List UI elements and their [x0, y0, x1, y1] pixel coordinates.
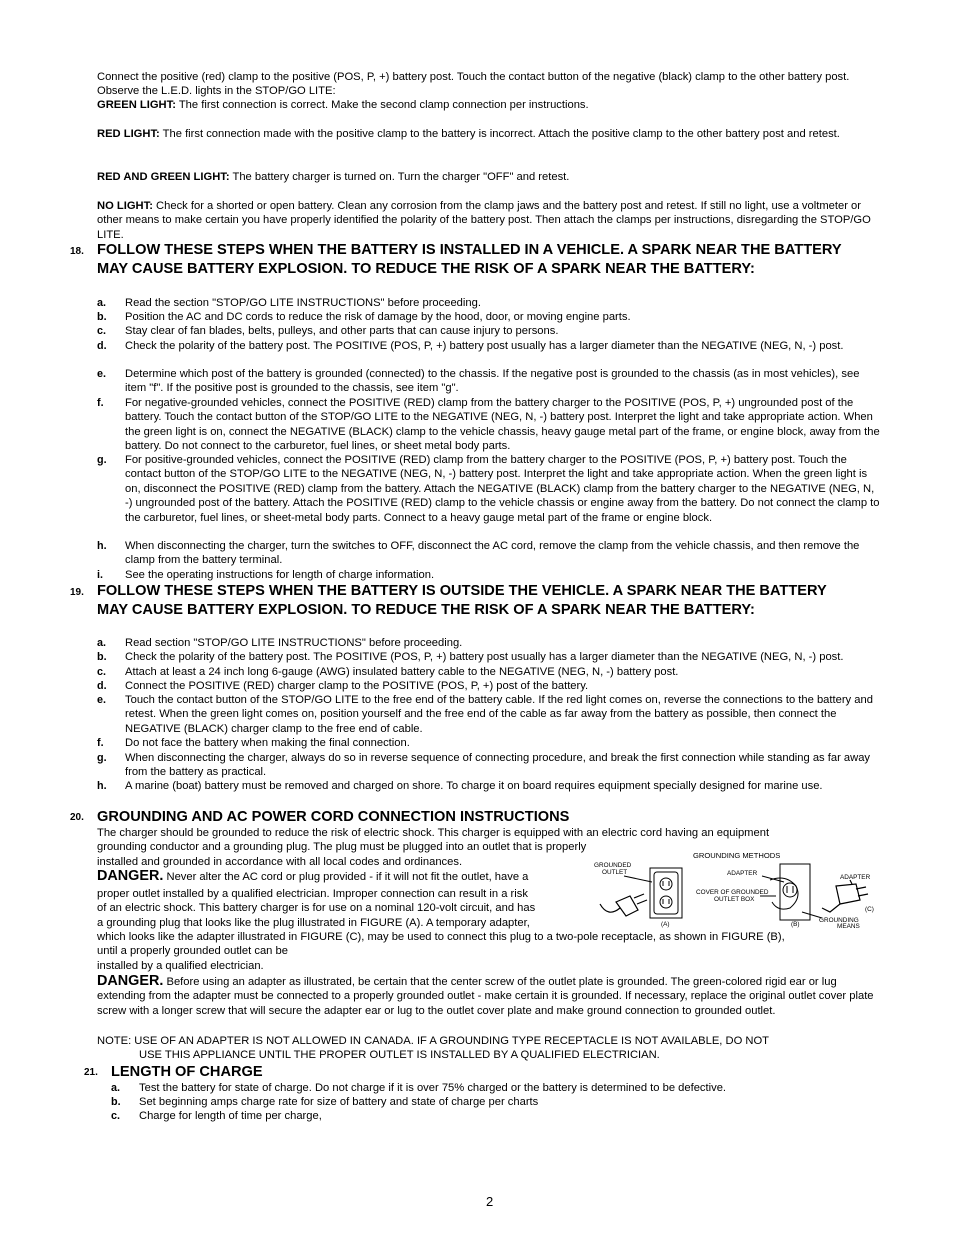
- danger-1-label: DANGER.: [97, 868, 164, 884]
- adapter-label-1: ADAPTER: [727, 870, 758, 877]
- danger-1-line-1: [97, 869, 587, 884]
- note-line-2: USE THIS APPLIANCE UNTIL THE PROPER OUTLET IS INSTALLED BY A QUALIFIED ELECTRICIAN.: [139, 1049, 660, 1061]
- list-item: [97, 736, 882, 750]
- danger-1-line-2: proper outlet installed by a qualified electrician. Improper connection can result in a risk: [97, 888, 528, 900]
- red-green-light-label: RED AND GREEN LIGHT:: [97, 171, 230, 183]
- no-light-text: Check for a shorted or open battery. Clean any corrosion from the clamp jaws and the battery post and retest. If still no light, use a voltmeter or other means to make certain you have properly identified the polarity of the battery post. Then attach the clamps per instructions, disregarding the STOP/GO LITE.: [97, 200, 871, 241]
- list-item: [111, 1081, 896, 1095]
- cover-label-2: OUTLET BOX: [714, 896, 755, 903]
- grounding-line-2: grounding conductor and a grounding plug. The plug must be plugged into an outlet that is properly: [97, 841, 587, 853]
- figure-b-label: (B): [791, 921, 800, 928]
- list-item: [97, 751, 882, 780]
- red-green-light-paragraph: [97, 170, 882, 184]
- item-letter: a.: [111, 1082, 121, 1094]
- item-letter: h.: [97, 780, 107, 792]
- danger-1-line-6: until a properly grounded outlet can be: [97, 945, 288, 957]
- item-letter: a.: [97, 297, 107, 309]
- adapter-label-2: ADAPTER: [840, 874, 871, 881]
- item-text: For negative-grounded vehicles, connect the POSITIVE (RED) clamp from the battery charger to the POSITIVE (POS, P, +) ungrounded post of the battery. Touch the contact button of the STOP/GO LITE to the NEGATIVE (NEG, N, -) battery post. Interpret the light and take appropriate action. When the green light is on, connect the NEGATIVE (BLACK) clamp to the vehicle chassis, heavy gauge metal part of the frame, or engine block, away from the battery. Do not connect to the carburetor, fuel lines, or sheet metal body parts.: [125, 397, 880, 453]
- list-item: [97, 636, 882, 650]
- figure-title: GROUNDING METHODS: [693, 851, 781, 860]
- item-text: Check the polarity of the battery post. The POSITIVE (POS, P, +) battery post usually has a larger diameter than the NEGATIVE (NEG, N, -) post.: [125, 340, 844, 352]
- danger-2-text: Before using an adapter as illustrated, be certain that the center screw of the outlet plate is grounded. The green-colored rigid ear or lug extending from the adapter must be connected to a properly grounded outlet - make certain it is grounded. If necessary, replace the original outlet cover plate screw with a longer screw that will secure the adapter ear or lug to the outlet cover plate and make ground connection to grounded outlet.: [97, 976, 874, 1017]
- list-item: [97, 339, 882, 353]
- item-letter: f.: [97, 397, 104, 409]
- list-item: [97, 367, 882, 396]
- section-20-number: 20.: [70, 812, 84, 823]
- red-light-label: RED LIGHT:: [97, 128, 160, 140]
- section-19-title: FOLLOW THESE STEPS WHEN THE BATTERY IS OUTSIDE THE VEHICLE. A SPARK NEAR THE BATTERY MAY CAUSE BATTERY EXPLOSION. TO REDUCE THE RISK OF A SPARK NEAR THE BATTERY:: [97, 583, 827, 618]
- item-letter: g.: [97, 454, 107, 466]
- section-19-number: 19.: [70, 587, 84, 598]
- grounding-methods-figure: [590, 846, 886, 936]
- page-number: 2: [486, 1194, 494, 1209]
- item-text: Read section "STOP/GO LITE INSTRUCTIONS" before proceeding.: [125, 637, 463, 649]
- item-letter: a.: [97, 637, 107, 649]
- item-letter: i.: [97, 569, 103, 581]
- item-letter: c.: [111, 1110, 121, 1122]
- item-letter: b.: [111, 1096, 121, 1108]
- item-text: Attach at least a 24 inch long 6-gauge (AWG) insulated battery cable to the NEGATIVE (NEG, N, -) battery post.: [125, 666, 679, 678]
- list-item: [97, 693, 882, 736]
- intro-paragraph: Connect the positive (red) clamp to the positive (POS, P, +) battery post. Touch the contact button of the negative (black) clamp to the other battery post. Observe the L.E.D. lights in the STOP/GO LITE:: [97, 71, 850, 98]
- section-18-title: FOLLOW THESE STEPS WHEN THE BATTERY IS INSTALLED IN A VEHICLE. A SPARK NEAR THE BATTERY MAY CAUSE BATTERY EXPLOSION. TO REDUCE THE RISK OF A SPARK NEAR THE BATTERY:: [97, 242, 842, 277]
- list-item: [97, 324, 882, 338]
- no-light-label: NO LIGHT:: [97, 200, 153, 212]
- green-light-label: GREEN LIGHT:: [97, 99, 176, 111]
- danger-1-text: Never alter the AC cord or plug provided - if it will not fit the outlet, have a: [163, 871, 529, 883]
- red-light-text: The first connection made with the positive clamp to the battery is incorrect. Attach the positive clamp to the other battery post and retest.: [159, 128, 840, 140]
- section-21-title: LENGTH OF CHARGE: [111, 1064, 263, 1080]
- cover-label-1: COVER OF GROUNDED: [696, 889, 769, 896]
- list-item: [97, 296, 882, 310]
- danger-2-label: DANGER.: [97, 973, 164, 989]
- list-item: [97, 310, 882, 324]
- red-green-light-text: The battery charger is turned on. Turn the charger "OFF" and retest.: [229, 171, 570, 183]
- section-21-number: 21.: [84, 1067, 98, 1078]
- grounding-plug-icon: [600, 894, 647, 916]
- list-item: [97, 568, 882, 582]
- section-20-title: GROUNDING AND AC POWER CORD CONNECTION INSTRUCTIONS: [97, 809, 570, 825]
- danger-1-line-3: of an electric shock. This battery charger is for use on a nominal 120-volt circuit, and has: [97, 902, 536, 914]
- item-letter: h.: [97, 540, 107, 552]
- item-letter: d.: [97, 340, 107, 352]
- grounding-means-label-2: MEANS: [837, 923, 860, 930]
- item-letter: c.: [97, 325, 107, 337]
- item-text: Read the section "STOP/GO LITE INSTRUCTIONS" before proceeding.: [125, 297, 481, 309]
- grounding-means-label-1: GROUNDING: [819, 917, 859, 924]
- list-item: [97, 396, 882, 454]
- grounding-line-3: installed and grounded in accordance with all local codes and ordinances.: [97, 856, 463, 868]
- item-text: When disconnecting the charger, turn the switches to OFF, disconnect the AC cord, remove the clamp from the vehicle chassis, and then remove the clamp from the battery terminal.: [125, 540, 860, 567]
- item-letter: g.: [97, 752, 107, 764]
- list-item: [111, 1109, 896, 1123]
- figure-a-label: (A): [661, 921, 670, 928]
- grounded-outlet-label-2: OUTLET: [602, 869, 628, 876]
- grounding-diagram-svg: [590, 846, 886, 936]
- danger-1-line-5: which looks like the adapter illustrated in FIGURE (C), may be used to connect this plug to a two-pole receptacle, as shown in FIGURE (B),: [97, 931, 785, 943]
- figure-c-label: (C): [865, 906, 874, 913]
- green-light-paragraph: [97, 98, 882, 112]
- item-letter: f.: [97, 737, 104, 749]
- item-text: Charge for length of time per charge,: [139, 1110, 322, 1122]
- section-18-number: 18.: [70, 246, 84, 257]
- list-item: [97, 539, 882, 568]
- item-text: Position the AC and DC cords to reduce the risk of damage by the hood, door, or moving engine parts.: [125, 311, 631, 323]
- list-item: [97, 779, 882, 793]
- danger-1-line-7: installed by a qualified electrician.: [97, 960, 264, 972]
- adapter-outlet-icon: [760, 864, 822, 920]
- list-item: [97, 665, 882, 679]
- item-text: Connect the POSITIVE (RED) charger clamp to the POSITIVE (POS, P, +) post of the battery.: [125, 680, 589, 692]
- list-item: [97, 679, 882, 693]
- item-letter: e.: [97, 694, 107, 706]
- item-text: Check the polarity of the battery post. The POSITIVE (POS, P, +) battery post usually has a larger diameter than the NEGATIVE (NEG, N, -) post.: [125, 651, 844, 663]
- item-letter: b.: [97, 651, 107, 663]
- item-text: For positive-grounded vehicles, connect the POSITIVE (RED) clamp from the battery charger to the POSITIVE (POS, P, +) battery post. Touch the contact button of the STOP/GO LITE to the NEGATIVE (NEG, N, -) battery post. Interpret the light and take appropriate action. When the green light is on, disconnect the POSITIVE (RED) clamp from the battery. Attach the NEGATIVE (BLACK) clamp from the battery charger to the NEGATIVE (NEG, N, -) ungrounded post of the battery. Attach the POSITIVE (RED) clamp to the vehicle chassis or engine away from the battery. Do not connect the clamp to the carburetor, fuel lines, or sheet-metal body parts. Connect to a heavy gauge metal part of the frame or engine block.: [125, 454, 880, 524]
- grounded-outlet-icon: [624, 868, 682, 918]
- item-text: A marine (boat) battery must be removed and charged on shore. To charge it on board requires equipment specially designed for marine use.: [125, 780, 823, 792]
- item-text: Do not face the battery when making the final connection.: [125, 737, 410, 749]
- item-text: Touch the contact button of the STOP/GO LITE to the free end of the battery cable. If the red light comes on, reverse the connections to the battery and retest. When the green light comes on, position yourself and the free end of the cable as far away from the battery as possible, then connect the NEGATIVE (BLACK) charger clamp to the free end of cable.: [125, 694, 873, 735]
- grounding-line-1: The charger should be grounded to reduce the risk of electric shock. This charger is equipped with an electric cord having an equipment: [97, 827, 770, 839]
- item-letter: d.: [97, 680, 107, 692]
- adapter-icon: [822, 880, 868, 912]
- red-light-paragraph: [97, 127, 882, 141]
- danger-1-line-4: a grounding plug that looks like the plug illustrated in FIGURE (A). A temporary adapter,: [97, 917, 530, 929]
- list-item: [111, 1095, 896, 1109]
- green-light-text: The first connection is correct. Make the second clamp connection per instructions.: [175, 99, 589, 111]
- item-letter: c.: [97, 666, 107, 678]
- item-text: Set beginning amps charge rate for size of battery and state of charge per charts: [139, 1096, 539, 1108]
- item-letter: e.: [97, 368, 107, 380]
- no-light-paragraph: [97, 199, 882, 242]
- list-item: [97, 453, 882, 525]
- list-item: [97, 650, 882, 664]
- note-line-1: NOTE: USE OF AN ADAPTER IS NOT ALLOWED IN CANADA. IF A GROUNDING TYPE RECEPTACLE IS NOT AVAILABLE, DO NOT: [97, 1035, 770, 1047]
- danger-2-paragraph: [97, 974, 887, 1018]
- item-text: Test the battery for state of charge. Do not charge if it is over 75% charged or the battery is determined to be defective.: [139, 1082, 727, 1094]
- item-letter: b.: [97, 311, 107, 323]
- grounded-outlet-label-1: GROUNDED: [594, 862, 632, 869]
- item-text: When disconnecting the charger, always do so in reverse sequence of connecting procedure, and break the first connection while standing as far away from the battery as practical.: [125, 752, 871, 779]
- item-text: Stay clear of fan blades, belts, pulleys, and other parts that can cause injury to persons.: [125, 325, 559, 337]
- item-text: Determine which post of the battery is grounded (connected) to the chassis. If the negative post is grounded to the chassis (as in most vehicles), see item "f". If the positive post is grounded to the chassis, see item "g".: [125, 368, 860, 395]
- item-text: See the operating instructions for length of charge information.: [125, 569, 435, 581]
